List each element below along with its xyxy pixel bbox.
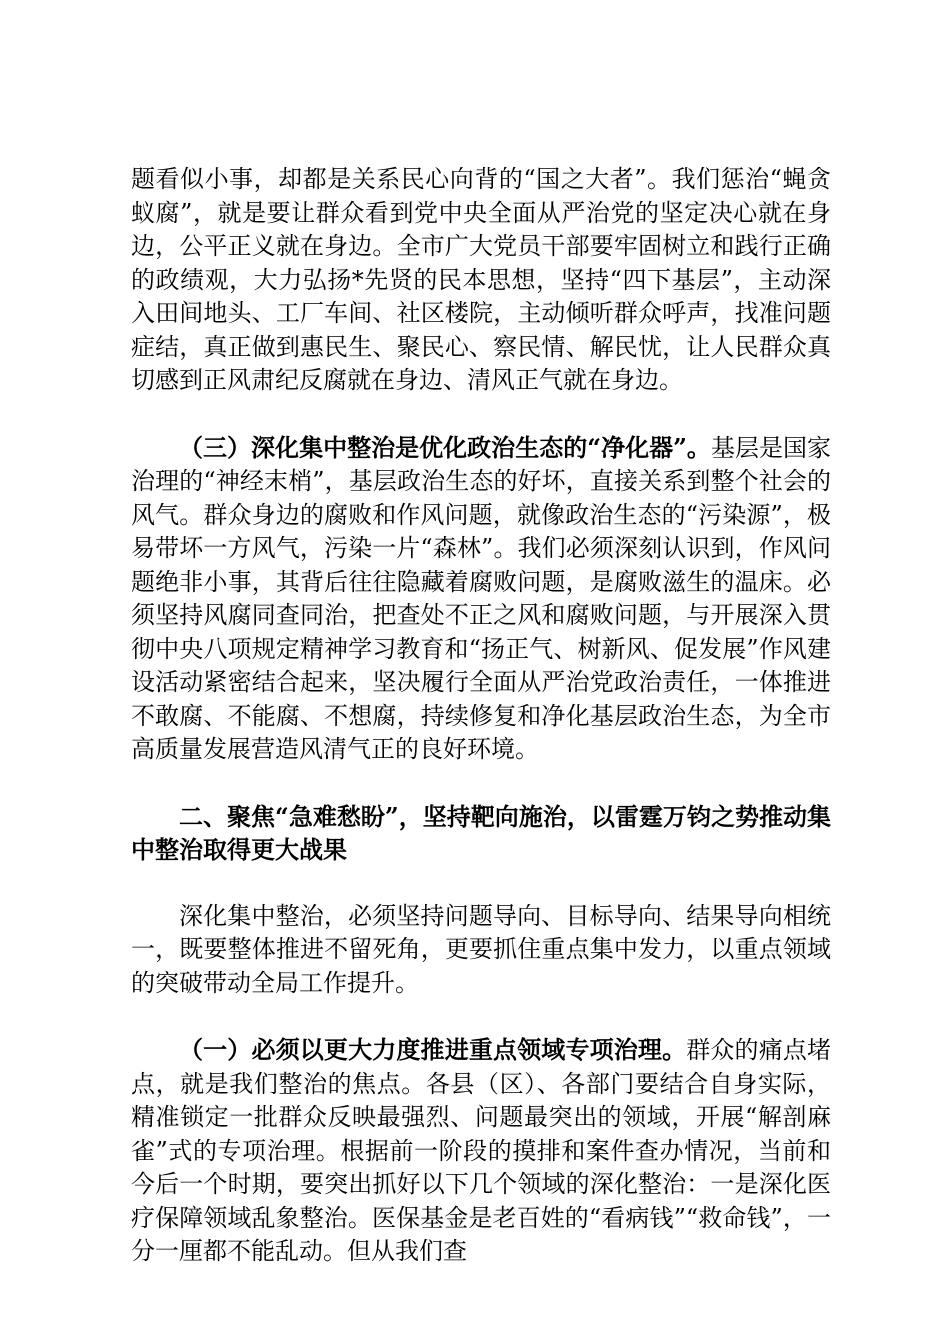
paragraph-continuation: 题看似小事，却都是关系民心向背的“国之大者”。我们惩治“蝇贪蚁腐”，就是要让群众看到党中央全面从严治党的坚定决心就在身边，公平正义就在身边。全市广大党员干部要牢固树立和践行正确的政绩观，大力弘扬*先贤的民本思想，坚持“四下基层”，主动深入田间地头、工厂车间、社区楼院，主动倾听群众呼声，找准问题症结，真正做到惠民生、聚民心、察民情、解民忧，让人民群众真切感到正风肃纪反腐就在身边、清风正气就在身边。 xyxy=(131,165,831,394)
section-three-body: 基层是国家治理的“神经末梢”，基层政治生态的好坏，直接关系到整个社会的风气。群众身边的腐败和作风问题，就像政治生态的“污染源”，极易带坏一方风气，污染一片“森林”。我们必须深刻认识到，作风问题绝非小事，其背后往往隐藏着腐败问题，是腐败滋生的温床。必须坚持风腐同查同治，把查处不正之风和腐败问题，与开展深入贯彻中央八项规定精神学习教育和“扬正气、树新风、促发展”作风建设活动紧密结合起来，坚决履行全面从严治党政治责任，一体推进不敢腐、不能腐、不想腐，持续修复和净化基层政治生态，为全市高质量发展营造风清气正的良好环境。 xyxy=(131,433,832,763)
document-page xyxy=(131,163,831,1269)
section-one-body: 群众的痛点堵点，就是我们整治的焦点。各县（区）、各部门要结合自身实际，精准锁定一批群众反映最强烈、问题最突出的领域，开展“解剖麻雀”式的专项治理。根据前一阶段的摸排和案件查办情况，当前和今后一个时期，要突出抓好以下几个领域的深化整治：一是深化医疗保障领域乱象整治。医保基金是老百姓的“看病钱”“救命钱”，一分一厘都不能乱动。但从我们查 xyxy=(131,1036,832,1265)
paragraph-section-one xyxy=(131,1033,831,1269)
paragraph-section-three xyxy=(131,431,831,767)
paragraph-part-two-intro: 深化集中整治，必须坚持问题导向、目标导向、结果导向相统一，既要整体推进不留死角，更要抓住重点集中发力，以重点领域的突破带动全局工作提升。 xyxy=(131,901,831,997)
heading-part-two: 二、聚焦“急难愁盼”，坚持靶向施治，以雷霆万钧之势推动集中整治取得更大战果 xyxy=(131,801,831,864)
section-one-lead: （一）必须以更大力度推进重点领域专项治理。 xyxy=(179,1035,687,1064)
section-three-lead: （三）深化集中整治是优化政治生态的“净化器”。 xyxy=(179,432,711,462)
